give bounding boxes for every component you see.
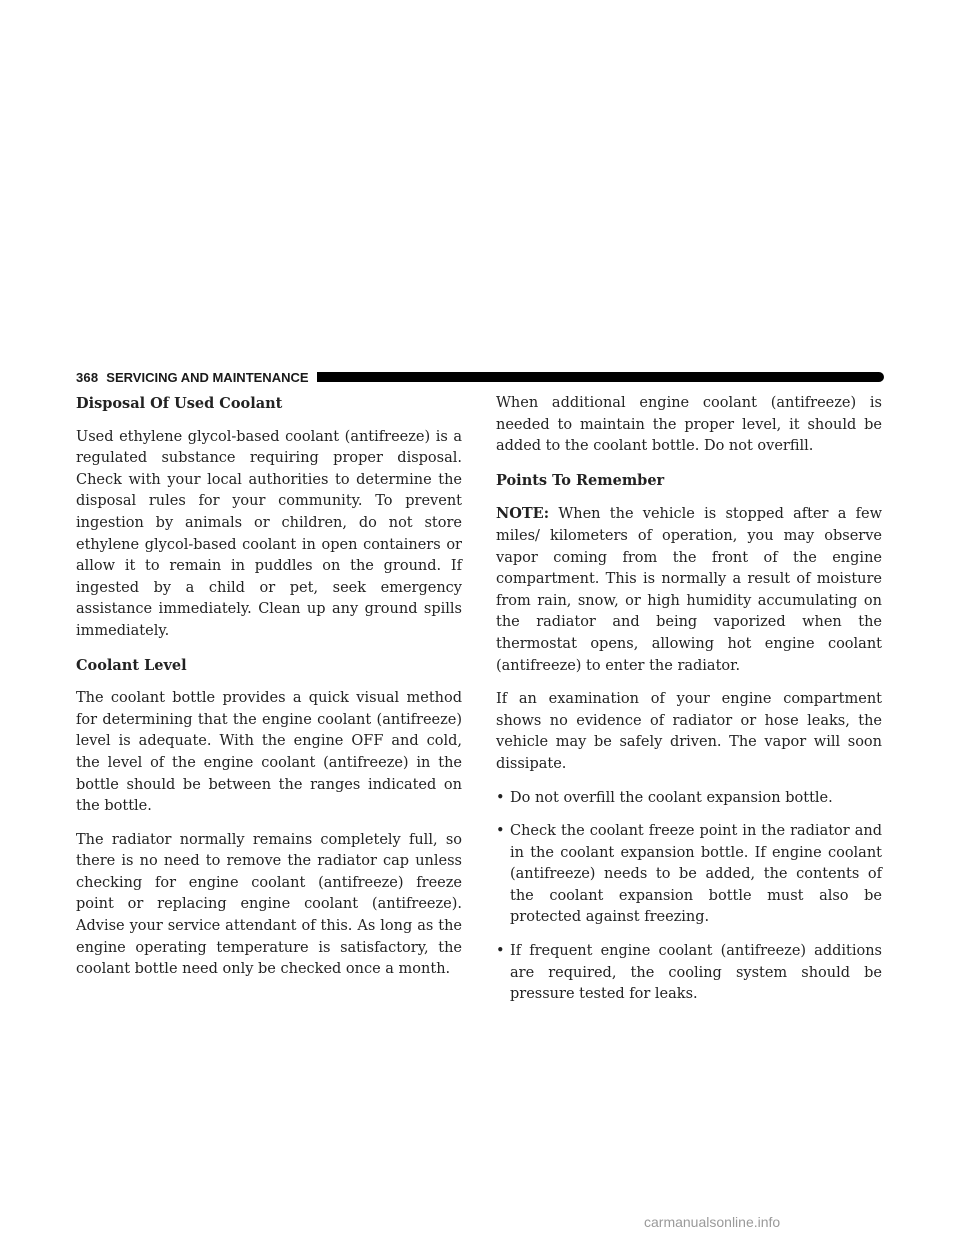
disposal-heading: Disposal Of Used Coolant: [76, 395, 283, 412]
note-label: NOTE:: [496, 505, 550, 523]
list-item-text: If frequent engine coolant (antifreeze) additions are required, the cooling system should be pressure tested for leaks.: [510, 943, 882, 1003]
right-column: [496, 393, 882, 1018]
bullet-list: [496, 788, 882, 1006]
bullet-icon: •: [496, 943, 505, 960]
page-number: 368: [76, 369, 99, 385]
list-item-text: Check the coolant freeze point in the radiator and in the coolant expansion bottle. If engine coolant (antifreeze) needs to be added, the contents of the coolant expansion bottle must also be protected against freezing.: [510, 823, 882, 926]
list-item: [496, 821, 882, 929]
examination-paragraph: If an examination of your engine compartment shows no evidence of radiator or hose leaks, the vehicle may be safely driven. The vapor will soon dissipate.: [496, 691, 882, 772]
header-rule: [317, 372, 884, 382]
coolant-level-paragraph-1: The coolant bottle provides a quick visual method for determining that the engine coolant (antifreeze) level is adequate. With the engine OFF and cold, the level of the engine coolant (antifreeze) in the bottle should be between the ranges indicated on the bottle.: [76, 690, 462, 815]
intro-paragraph: When additional engine coolant (antifreeze) is needed to maintain the proper level, it should be added to the coolant bottle. Do not overfill.: [496, 395, 882, 455]
watermark: carmanualsonline.info: [644, 1214, 781, 1230]
note-text: When the vehicle is stopped after a few miles/ kilometers of operation, you may observe vapor coming from the front of the engine compartment. This is normally a result of moisture from rain, snow, or high humidity accumulating on the radiator and being vaporized when the thermostat opens, allowing hot engine coolant (antifreeze) to enter the radiator.: [496, 506, 883, 674]
note-paragraph: [496, 503, 882, 677]
list-item-text: Do not overfill the coolant expansion bottle.: [510, 789, 833, 806]
disposal-paragraph: Used ethylene glycol-based coolant (antifreeze) is a regulated substance requiring proper disposal. Check with your local authorities to determine the disposal rules for your community. To prevent ingestion by animals or children, do not store ethylene glycol-based coolant in open containers or allow it to remain in puddles on the ground. If ingested by a child or pet, seek emergency assistance immediately. Clean up any ground spills immediately.: [76, 428, 462, 639]
section-title: SERVICING AND MAINTENANCE: [106, 369, 309, 385]
points-heading: Points To Remember: [496, 471, 665, 489]
list-item: [496, 788, 882, 810]
bullet-icon: •: [496, 789, 505, 806]
bullet-icon: •: [496, 823, 505, 840]
coolant-level-paragraph-2: The radiator normally remains completely full, so there is no need to remove the radiator cap unless checking for engine coolant (antifreeze) freeze point or replacing engine coolant (antifreeze). Advise your service attendant of this. As long as the engine operating temperature is satisfactory, the coolant bottle need only be checked once a month.: [76, 831, 462, 978]
list-item: [496, 941, 882, 1006]
running-header: [76, 369, 884, 385]
coolant-level-heading: Coolant Level: [76, 656, 187, 674]
left-column: [76, 393, 462, 993]
